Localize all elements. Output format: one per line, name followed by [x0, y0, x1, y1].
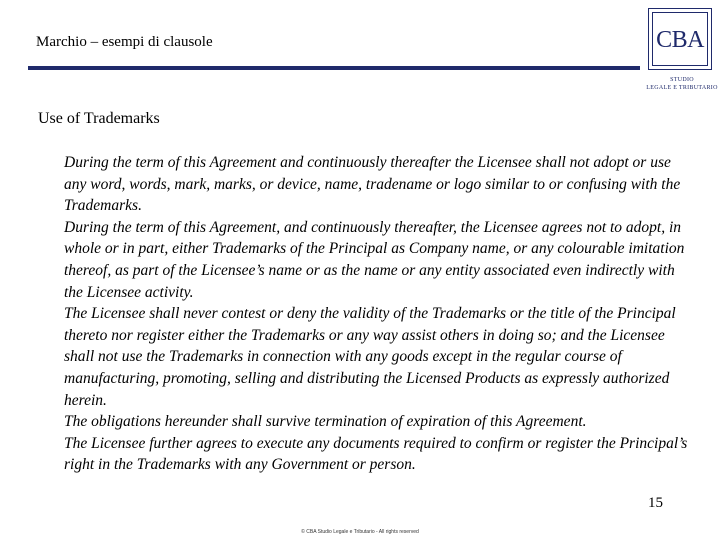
logo-text: CBA	[656, 27, 704, 53]
section-title: Use of Trademarks	[38, 110, 160, 127]
clause-paragraph: During the term of this Agreement and continuously thereafter the Licensee shall not adopt or use any word, words, mark, marks, or device, name, tradename or logo similar to or confusing with the Trademarks.	[64, 154, 681, 215]
clause-paragraph: The Licensee further agrees to execute any documents required to confirm or register the Principal’s right in the Trademarks with any Government or person.	[64, 434, 688, 474]
clause-paragraph: The obligations hereunder shall survive termination of expiration of this Agreement.	[64, 413, 587, 431]
cba-logo	[648, 8, 712, 70]
logo-tagline-line-2: LEGALE E TRIBUTARIO	[646, 85, 718, 91]
clause-body	[64, 152, 694, 476]
clause-paragraph: The Licensee shall never contest or deny the validity of the Trademarks or the title of the Principal thereto nor register either the Trademarks or any way assist others in doing so; and the Licensee shall not use the Trademarks in connection with any goods except in the regular course of manufacturing, promoting, selling and distributing the Licensed Products as expressly authorized herein.	[64, 305, 676, 409]
slide-title: Marchio – esempi di clausole	[36, 34, 213, 50]
footer-copyright: © CBA Studio Legale e Tributario - All rights reserved	[301, 529, 419, 535]
page-number: 15	[648, 495, 663, 511]
header-rule	[28, 66, 640, 70]
clause-paragraph: During the term of this Agreement, and continuously thereafter, the Licensee agrees not to adopt, in whole or in part, either Trademarks of the Principal as Company name, or any colourable imitation thereof, as part of the Licensee’s name or as the name or any entity associated even indirectly with the Licensee activity.	[64, 218, 685, 301]
logo-tagline	[644, 76, 720, 92]
logo-tagline-line-1: STUDIO	[670, 77, 694, 83]
